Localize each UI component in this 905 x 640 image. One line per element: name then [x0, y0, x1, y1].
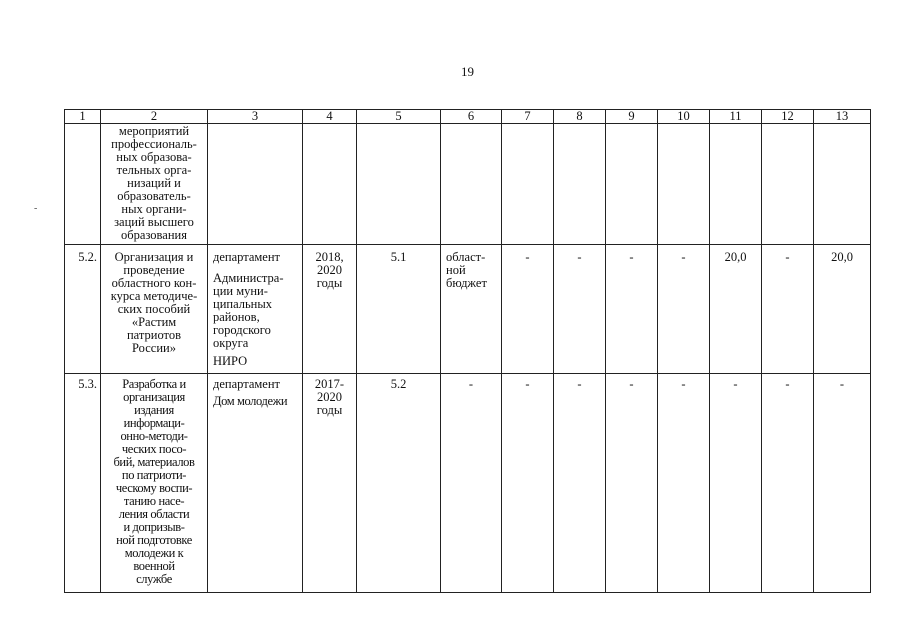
period-cell	[303, 245, 357, 374]
text-line: 2018,	[315, 250, 344, 264]
header-cell: 11	[710, 110, 762, 124]
executor-cell	[208, 245, 303, 374]
text-line: военной	[133, 559, 175, 573]
text-line: районов,	[213, 310, 260, 324]
header-cell: 4	[303, 110, 357, 124]
value-cell: -	[814, 374, 871, 593]
header-cell: 12	[762, 110, 814, 124]
text-line: информаци-	[123, 416, 185, 430]
text-line: городского	[213, 323, 271, 337]
text-line: ных органи-	[121, 202, 187, 216]
text-line: издания	[134, 403, 174, 417]
event-name	[101, 374, 208, 593]
indicator-cell: 5.2	[357, 374, 441, 593]
value-cell	[658, 124, 710, 245]
text-line: ной	[446, 263, 466, 277]
text-line: бюджет	[446, 276, 487, 290]
header-cell: 7	[502, 110, 554, 124]
value-cell: 20,0	[710, 245, 762, 374]
value-cell	[502, 124, 554, 245]
table-row	[65, 245, 871, 374]
table-row	[65, 374, 871, 593]
value-cell: -	[762, 374, 814, 593]
header-row	[65, 110, 871, 124]
value-cell	[554, 124, 606, 245]
header-cell: 13	[814, 110, 871, 124]
text-line: по патриоти-	[121, 468, 187, 482]
text-line: ной подготовке	[116, 533, 192, 547]
value-cell	[762, 124, 814, 245]
indicator-cell: 5.1	[357, 245, 441, 374]
value-cell: -	[502, 374, 554, 593]
text-line: организация	[123, 390, 185, 404]
text-line: 2017-	[314, 377, 345, 391]
value-cell: 20,0	[814, 245, 871, 374]
text-line: годы	[316, 403, 343, 417]
item-number: 5.2.	[65, 245, 101, 374]
text-line: мероприятий	[118, 124, 190, 138]
table-row	[65, 124, 871, 245]
text-line: -	[468, 377, 474, 391]
value-cell	[606, 124, 658, 245]
text-line: годы	[316, 276, 343, 290]
value-cell: -	[502, 245, 554, 374]
text-line: округа	[213, 336, 249, 350]
header-cell: 5	[357, 110, 441, 124]
text-line: ческому воспи-	[115, 481, 193, 495]
text-line: ции муни-	[213, 284, 268, 298]
executor-cell	[208, 374, 303, 593]
text-line: ческих посо-	[121, 442, 187, 456]
scan-speck: -	[34, 203, 38, 214]
item-number: 5.3.	[65, 374, 101, 593]
value-cell: -	[658, 374, 710, 593]
indicator-cell	[357, 124, 441, 245]
text-line: департамент	[213, 250, 281, 264]
value-cell: -	[762, 245, 814, 374]
text-line: службе	[136, 572, 172, 586]
text-line: низаций и	[127, 176, 181, 190]
text-line: 2020	[317, 263, 342, 277]
text-line: профессиональ-	[111, 137, 197, 151]
text-line: ных образова-	[116, 150, 192, 164]
header-cell: 2	[101, 110, 208, 124]
header-cell: 6	[441, 110, 502, 124]
item-number	[65, 124, 101, 245]
value-cell: -	[554, 245, 606, 374]
value-cell	[710, 124, 762, 245]
text-line: и допризыв-	[123, 520, 185, 534]
page-number: 19	[461, 64, 474, 79]
text-line: образования	[121, 228, 187, 242]
header-cell: 8	[554, 110, 606, 124]
text-line: ления области	[118, 507, 190, 521]
value-cell: -	[658, 245, 710, 374]
text-line: ских пособий	[117, 302, 191, 316]
text-line: 2020	[317, 390, 342, 404]
header-cell: 1	[65, 110, 101, 124]
text-line: патриотов	[126, 328, 181, 342]
plan-table	[64, 109, 871, 593]
text-line: образователь-	[117, 189, 191, 203]
text-line: проведение	[123, 263, 185, 277]
text-line: ципальных	[213, 297, 273, 311]
event-name	[101, 245, 208, 374]
value-cell: -	[606, 374, 658, 593]
value-cell: -	[606, 245, 658, 374]
period-cell	[303, 124, 357, 245]
text-line: танию насе-	[123, 494, 185, 508]
event-name	[101, 124, 208, 245]
period-cell	[303, 374, 357, 593]
text-line: Администра-	[213, 271, 284, 285]
text-line: Дом молодежи	[213, 394, 288, 408]
text-line: курса методиче-	[110, 289, 198, 303]
funding-source-cell	[441, 374, 502, 593]
header-cell: 3	[208, 110, 303, 124]
text-line: областного кон-	[111, 276, 197, 290]
text-line: област-	[446, 250, 486, 264]
text-line: онно-методи-	[120, 429, 188, 443]
value-cell	[814, 124, 871, 245]
value-cell: -	[710, 374, 762, 593]
header-cell: 9	[606, 110, 658, 124]
text-line: Организация и	[114, 250, 194, 264]
text-line: НИРО	[213, 354, 248, 368]
text-line: России»	[132, 341, 176, 355]
value-cell: -	[554, 374, 606, 593]
header-cell: 10	[658, 110, 710, 124]
executor-cell	[208, 124, 303, 245]
text-line: Разработка и	[122, 377, 186, 391]
text-line: бий, материалов	[113, 455, 195, 469]
text-line: молодежи к	[124, 546, 184, 560]
text-line: заций высшего	[114, 215, 194, 229]
text-line: департамент	[213, 377, 281, 391]
funding-source-cell	[441, 124, 502, 245]
text-line: тельных орга-	[116, 163, 192, 177]
funding-source-cell	[441, 245, 502, 374]
text-line: «Растим	[131, 315, 177, 329]
